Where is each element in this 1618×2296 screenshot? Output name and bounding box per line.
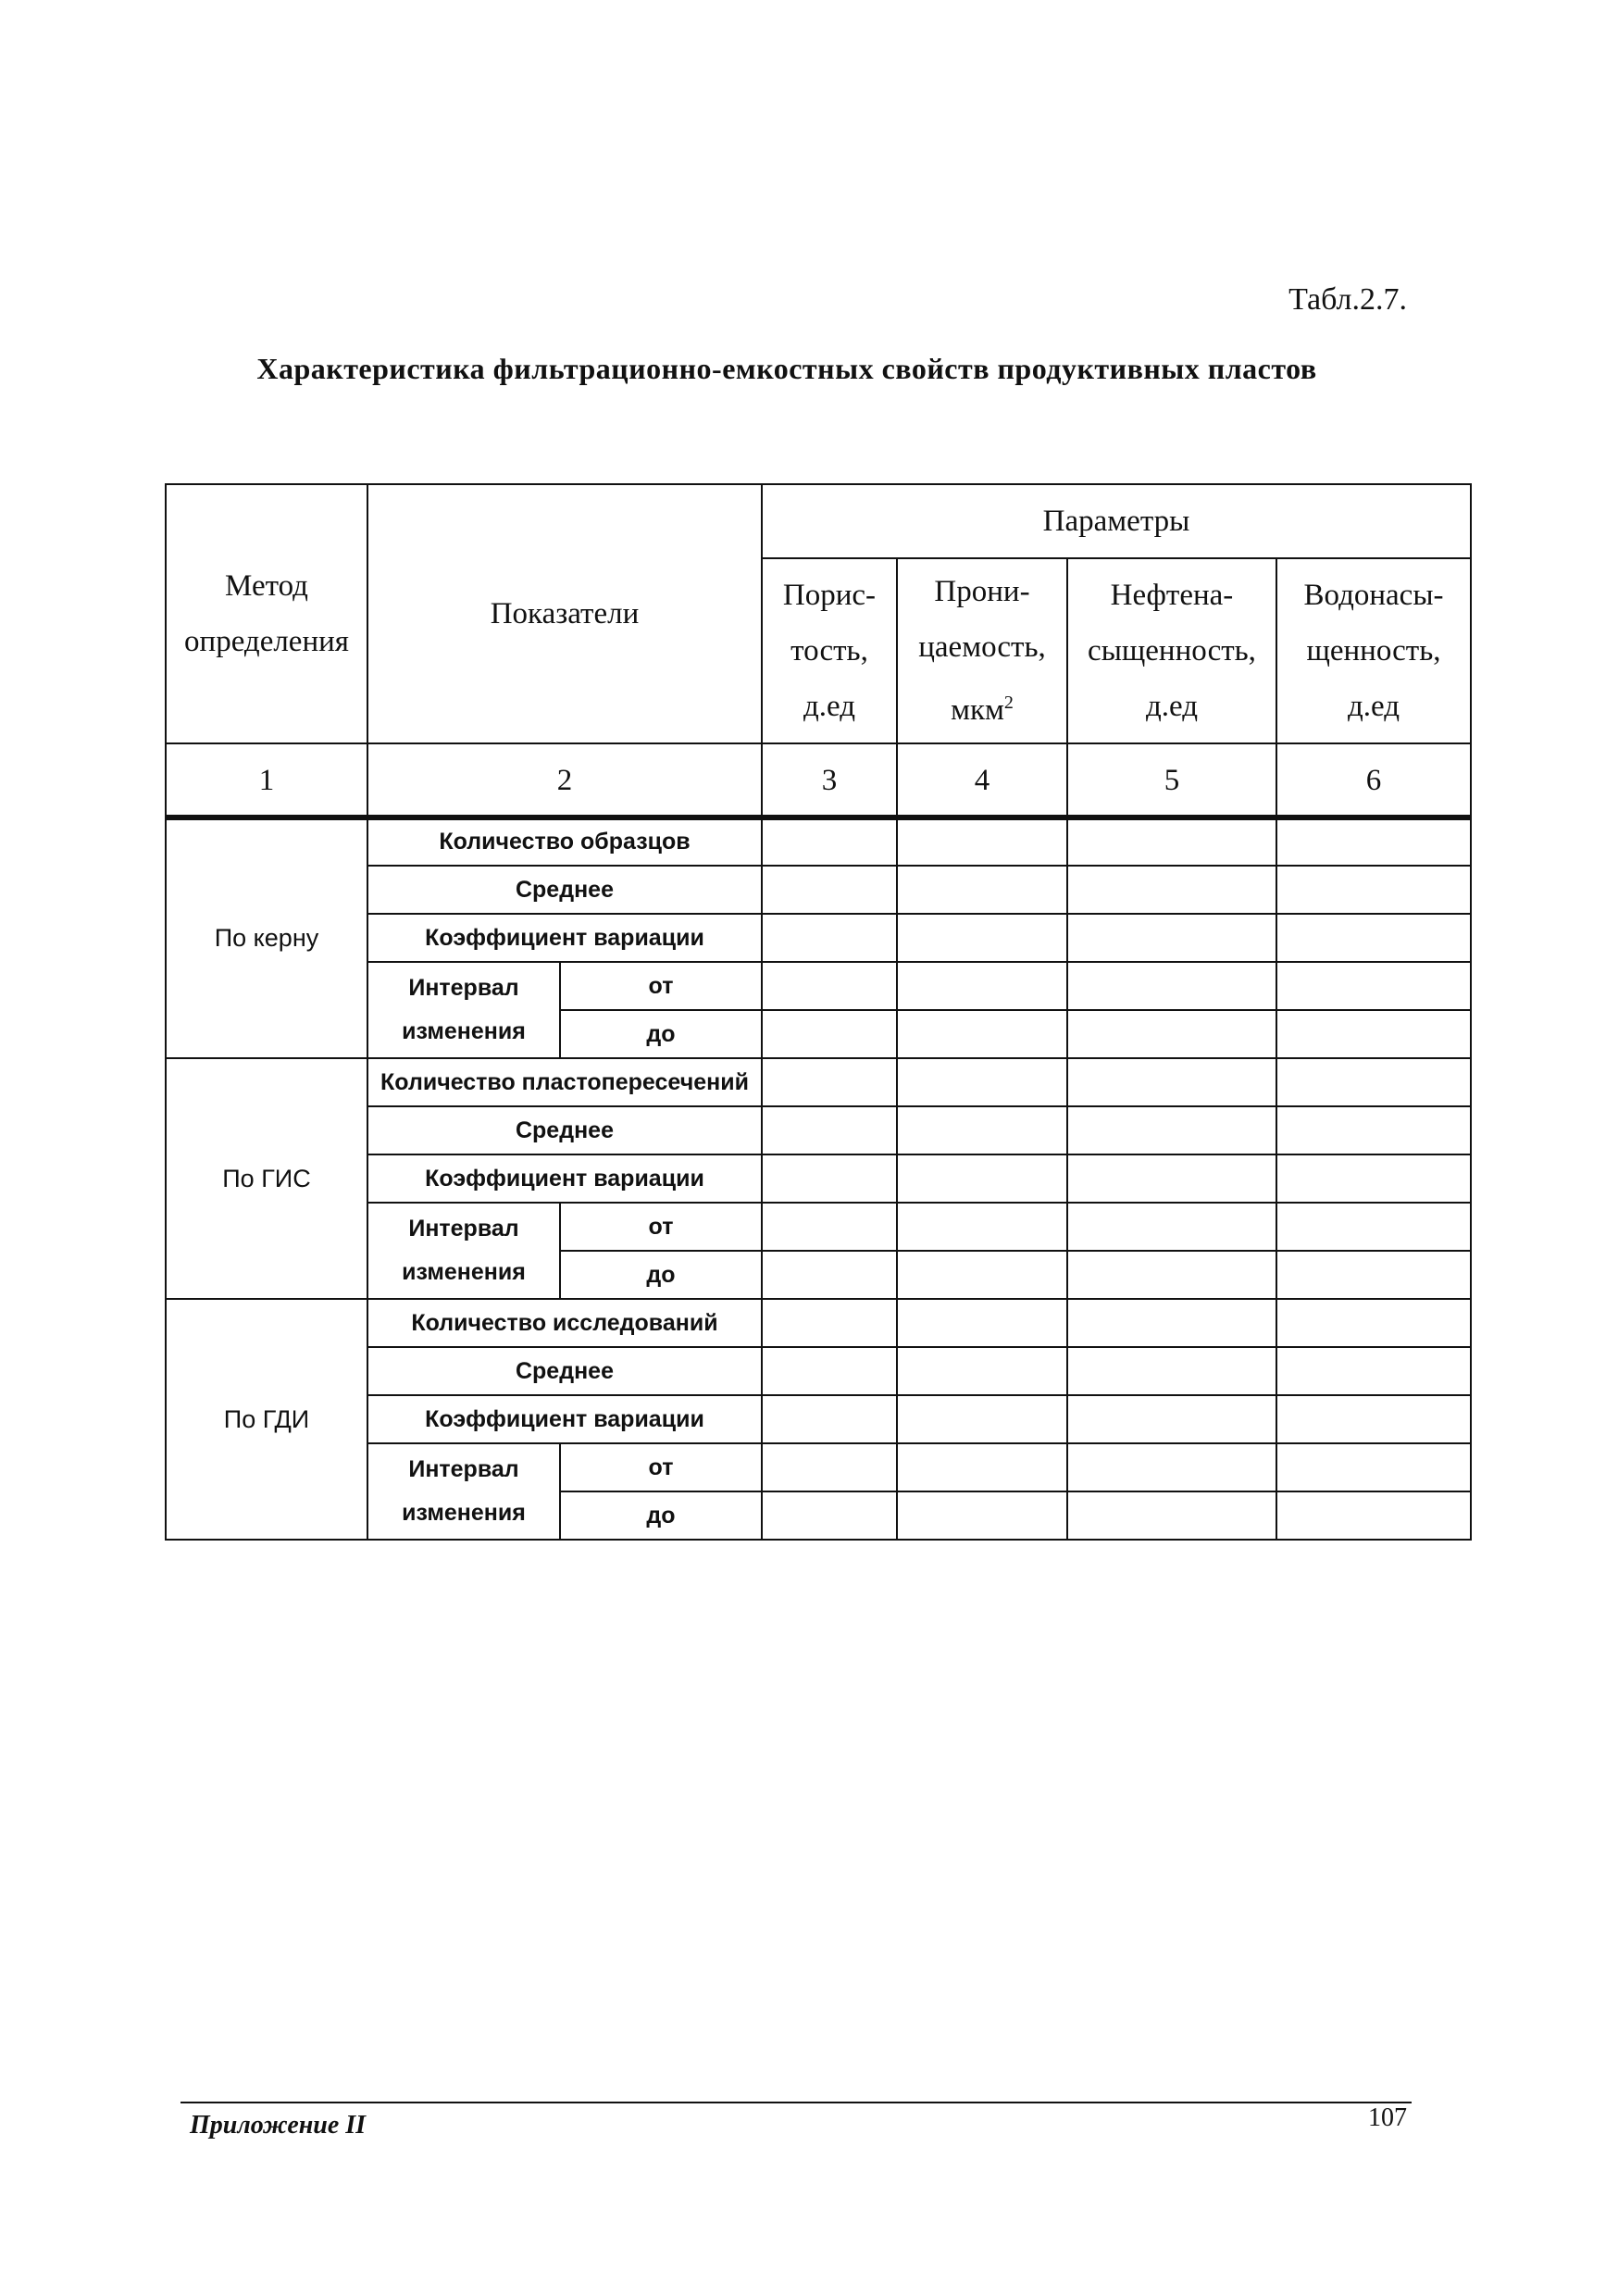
- header-oil-line3: д.ед: [1145, 690, 1199, 723]
- value-cell: [1276, 1347, 1471, 1395]
- value-cell: [1276, 1154, 1471, 1203]
- value-cell: [897, 962, 1067, 1010]
- column-number-5: 5: [1067, 743, 1276, 817]
- value-cell: [1067, 1058, 1276, 1106]
- header-method-line1: Метод: [225, 569, 308, 603]
- header-permeability-line1: Прони-: [934, 575, 1030, 608]
- value-cell: [1276, 1203, 1471, 1251]
- value-cell: [897, 1251, 1067, 1299]
- value-cell: [897, 1347, 1067, 1395]
- header-porosity-line2: тость,: [790, 634, 868, 668]
- header-porosity-line3: д.ед: [803, 690, 856, 723]
- value-cell: [1067, 1443, 1276, 1491]
- value-cell: [762, 914, 897, 962]
- value-cell: [1067, 1491, 1276, 1540]
- header-method: [166, 484, 367, 743]
- value-cell: [897, 1299, 1067, 1347]
- table-header: [165, 483, 1472, 818]
- to-label: до: [560, 1251, 762, 1299]
- header-oil-saturation: [1067, 558, 1276, 743]
- value-cell: [762, 1106, 897, 1154]
- header-water-line1: Водонасы-: [1303, 579, 1444, 612]
- value-cell: [897, 1491, 1067, 1540]
- value-cell: [762, 1491, 897, 1540]
- footer-rule: [180, 2102, 1412, 2103]
- table-row: [166, 817, 1471, 866]
- value-cell: [762, 962, 897, 1010]
- header-water-saturation: [1276, 558, 1471, 743]
- value-cell: [1067, 1347, 1276, 1395]
- to-label: до: [560, 1491, 762, 1540]
- value-cell: [762, 1299, 897, 1347]
- column-number-1: 1: [166, 743, 367, 817]
- header-indicators: Показатели: [367, 484, 762, 743]
- value-cell: [1067, 1251, 1276, 1299]
- variation-label: Коэффициент вариации: [367, 1154, 762, 1203]
- variation-label: Коэффициент вариации: [367, 1395, 762, 1443]
- value-cell: [1276, 1010, 1471, 1058]
- table-number: Табл.2.7.: [1288, 282, 1407, 317]
- value-cell: [1276, 1058, 1471, 1106]
- value-cell: [1276, 866, 1471, 914]
- header-permeability-line3: [898, 675, 1066, 738]
- value-cell: [1067, 914, 1276, 962]
- value-cell: [1067, 1010, 1276, 1058]
- column-number-3: 3: [762, 743, 897, 817]
- value-cell: [762, 1395, 897, 1443]
- value-cell: [897, 817, 1067, 866]
- value-cell: [762, 1251, 897, 1299]
- header-water-line2: щенность,: [1306, 634, 1441, 668]
- value-cell: [1067, 1299, 1276, 1347]
- header-water-line3: д.ед: [1347, 690, 1400, 723]
- interval-label: [367, 1203, 560, 1299]
- interval-line1: Интервал: [408, 975, 519, 1001]
- page-number: 107: [1368, 2103, 1407, 2132]
- count-label: Количество исследований: [367, 1299, 762, 1347]
- value-cell: [762, 1443, 897, 1491]
- value-cell: [1276, 914, 1471, 962]
- value-cell: [1067, 1154, 1276, 1203]
- value-cell: [1276, 1251, 1471, 1299]
- value-cell: [897, 914, 1067, 962]
- interval-line1: Интервал: [408, 1456, 519, 1482]
- header-params: Параметры: [762, 484, 1471, 558]
- column-number-2: 2: [367, 743, 762, 817]
- value-cell: [1276, 1443, 1471, 1491]
- count-label: Количество образцов: [367, 817, 762, 866]
- header-permeability-unit: мкм: [951, 693, 1004, 727]
- table-body: [165, 817, 1472, 1541]
- value-cell: [897, 866, 1067, 914]
- value-cell: [762, 1010, 897, 1058]
- value-cell: [897, 1443, 1067, 1491]
- value-cell: [1276, 1491, 1471, 1540]
- value-cell: [897, 1154, 1067, 1203]
- table-row: [166, 1299, 1471, 1347]
- value-cell: [762, 1203, 897, 1251]
- value-cell: [762, 1347, 897, 1395]
- value-cell: [1276, 1299, 1471, 1347]
- value-cell: [1067, 1106, 1276, 1154]
- variation-label: Коэффициент вариации: [367, 914, 762, 962]
- table-title: Характеристика фильтрационно-емкостных свойств продуктивных пластов: [256, 352, 1317, 385]
- mean-label: Среднее: [367, 1347, 762, 1395]
- from-label: от: [560, 1443, 762, 1491]
- header-porosity-line1: Порис-: [782, 579, 877, 612]
- header-permeability-sup: 2: [1003, 693, 1014, 713]
- value-cell: [1067, 962, 1276, 1010]
- value-cell: [762, 1154, 897, 1203]
- value-cell: [1067, 1395, 1276, 1443]
- value-cell: [762, 866, 897, 914]
- method-cell: По керну: [166, 817, 367, 1058]
- from-label: от: [560, 962, 762, 1010]
- interval-label: [367, 962, 560, 1058]
- value-cell: [762, 817, 897, 866]
- value-cell: [897, 1395, 1067, 1443]
- value-cell: [1276, 962, 1471, 1010]
- value-cell: [897, 1106, 1067, 1154]
- value-cell: [762, 1058, 897, 1106]
- header-permeability-line2: цаемость,: [918, 630, 1046, 664]
- header-oil-line2: сыщенность,: [1088, 634, 1256, 668]
- interval-line2: изменения: [402, 1018, 526, 1044]
- mean-label: Среднее: [367, 866, 762, 914]
- method-cell: По ГИС: [166, 1058, 367, 1299]
- count-label: Количество пластопересечений: [367, 1058, 762, 1106]
- header-method-line2: определения: [184, 625, 349, 658]
- interval-line1: Интервал: [408, 1216, 519, 1242]
- mean-label: Среднее: [367, 1106, 762, 1154]
- to-label: до: [560, 1010, 762, 1058]
- value-cell: [1067, 866, 1276, 914]
- value-cell: [1276, 1106, 1471, 1154]
- table-row: [166, 1058, 1471, 1106]
- from-label: от: [560, 1203, 762, 1251]
- value-cell: [897, 1203, 1067, 1251]
- column-number-4: 4: [897, 743, 1067, 817]
- header-permeability: [897, 558, 1067, 743]
- interval-line2: изменения: [402, 1259, 526, 1285]
- value-cell: [1067, 1203, 1276, 1251]
- header-porosity: [762, 558, 897, 743]
- value-cell: [1276, 817, 1471, 866]
- footer-appendix: Приложение II: [190, 2111, 367, 2140]
- header-oil-line1: Нефтена-: [1110, 579, 1234, 612]
- value-cell: [897, 1010, 1067, 1058]
- value-cell: [1067, 817, 1276, 866]
- column-number-6: 6: [1276, 743, 1471, 817]
- value-cell: [897, 1058, 1067, 1106]
- method-cell: По ГДИ: [166, 1299, 367, 1540]
- value-cell: [1276, 1395, 1471, 1443]
- interval-line2: изменения: [402, 1500, 526, 1526]
- interval-label: [367, 1443, 560, 1540]
